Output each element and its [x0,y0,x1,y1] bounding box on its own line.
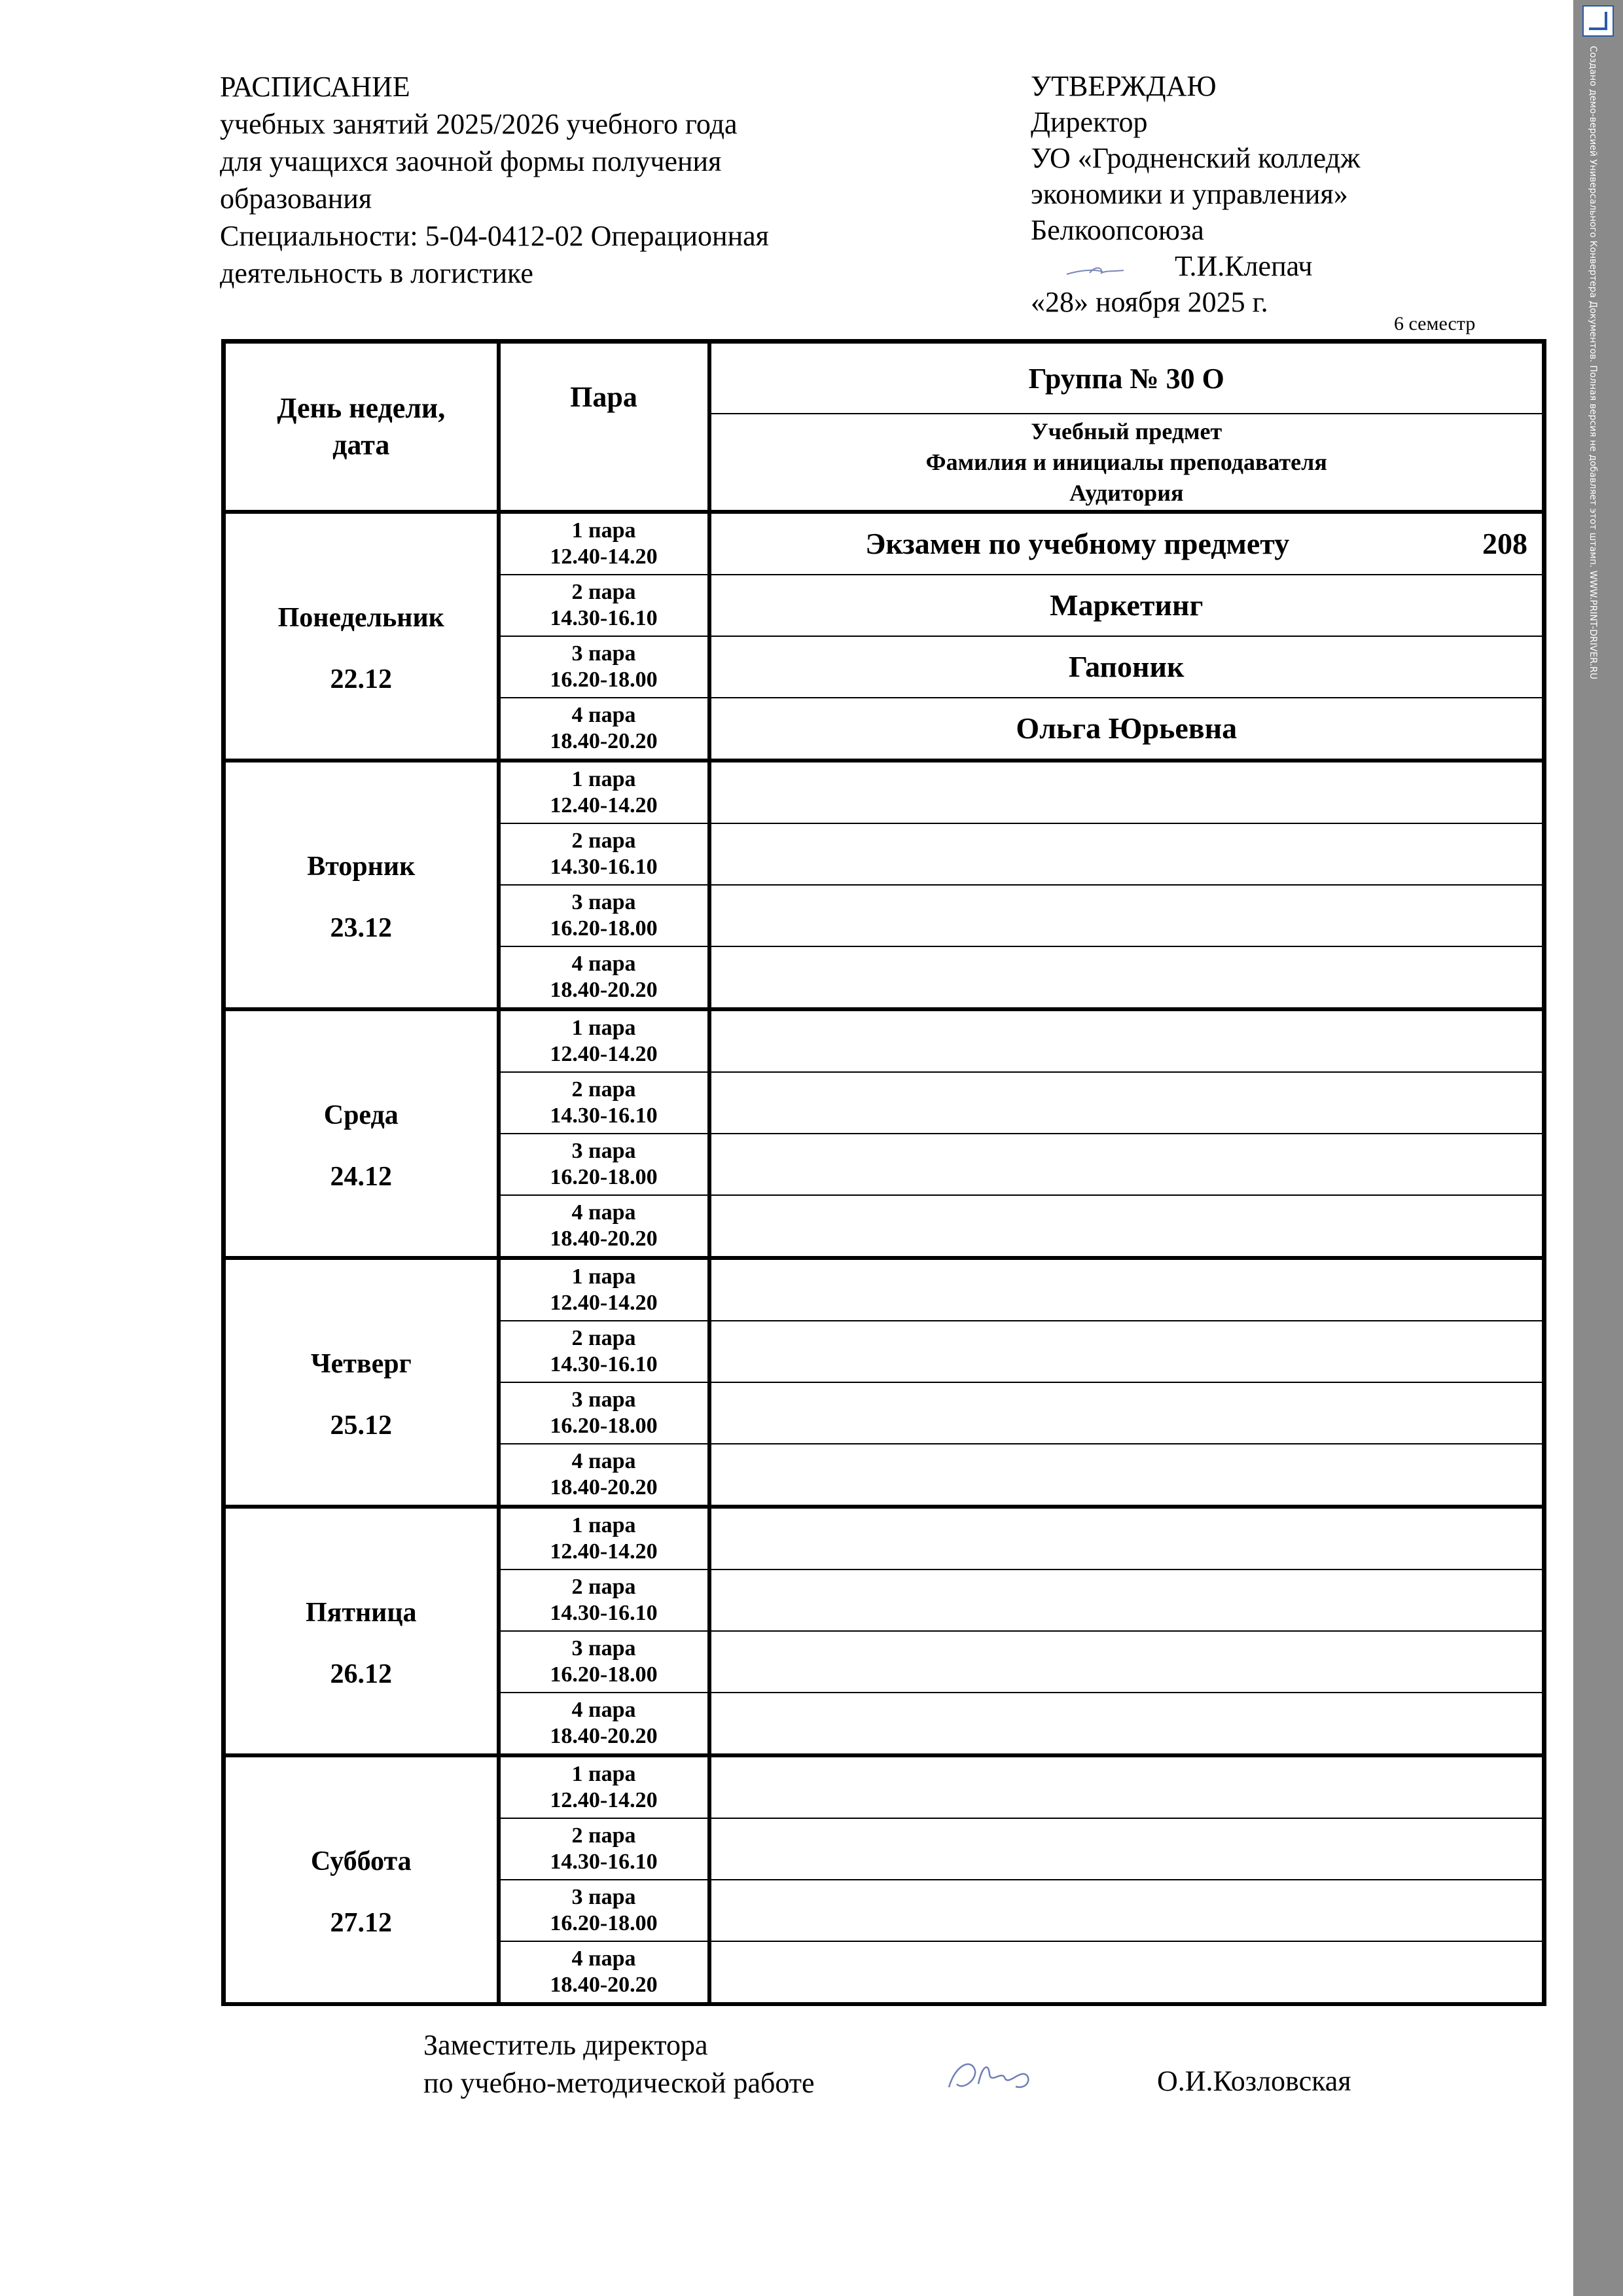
table-row [224,761,1544,823]
table-row [224,1507,1544,1570]
para-number: 3 пара [571,890,636,914]
para-time: 12.40-14.20 [550,1539,658,1564]
day-name: Вторник [224,823,499,885]
para-time: 14.30-16.10 [550,855,658,879]
para-number: 3 пара [571,641,636,666]
day-name: Суббота [224,1818,499,1880]
demo-watermark-text: Создано демо-версией Универсального Конвертера Документов. Полная версия не добавляет этот штамп. WWW.PRINT-DRIVER.RU [1588,46,1598,679]
table-row [224,1382,1544,1444]
subject-cell [709,1507,1544,1570]
day-date: 27.12 [224,1880,499,1941]
subject-text-wrap [711,1073,1543,1133]
para-cell [499,1880,709,1941]
para-number: 4 пара [571,1200,636,1225]
para-time: 18.40-20.20 [550,978,658,1002]
subject-text-wrap [711,1444,1543,1505]
subject-text-wrap [711,1260,1543,1320]
para-cell [499,1570,709,1631]
subject-text-wrap [711,1570,1543,1630]
para-time: 14.30-16.10 [550,1601,658,1625]
subject-cell [709,885,1544,946]
para-cell [499,636,709,698]
subject-header-line-2: Фамилия и инициалы преподавателя [925,448,1327,475]
table-row [224,1941,1544,2004]
para-time: 18.40-20.20 [550,1475,658,1499]
subject-text: Маркетинг [1050,588,1204,622]
para-number: 1 пара [571,1513,636,1537]
table-row [224,823,1544,885]
para-number: 2 пара [571,1326,636,1350]
para-number: 3 пара [571,1388,636,1412]
subject-cell [709,1755,1544,1818]
table-row [224,1134,1544,1195]
subject-header-line-3: Аудитория [1069,479,1184,506]
table-row [224,1631,1544,1693]
day-cell-empty [224,946,499,1009]
para-time: 18.40-20.20 [550,1227,658,1251]
para-number: 3 пара [571,1885,636,1909]
para-cell [499,512,709,575]
day-date: 26.12 [224,1631,499,1693]
footer-position-line-1: Заместитель директора [423,2029,708,2061]
para-number: 3 пара [571,1636,636,1660]
para-number: 1 пара [571,1762,636,1786]
day-date: 24.12 [224,1134,499,1195]
para-cell [499,823,709,885]
para-time: 12.40-14.20 [550,793,658,817]
approval-signer: Т.И.Клепач [1175,250,1313,282]
table-row [224,1693,1544,1755]
subject-cell [709,575,1544,636]
para-cell [499,698,709,761]
para-cell [499,1941,709,2004]
day-date: 22.12 [224,636,499,698]
deputy-signature [942,2051,1047,2097]
footer-signature-block [423,2026,815,2102]
para-time: 16.20-18.00 [550,1165,658,1189]
subject-text-wrap [711,762,1543,823]
day-cell-empty [224,1755,499,1818]
para-time: 16.20-18.00 [550,1414,658,1438]
table-row [224,1818,1544,1880]
subject-cell [709,1258,1544,1321]
subject-header-line-1: Учебный предмет [1031,418,1222,444]
para-cell [499,1507,709,1570]
para-time: 12.40-14.20 [550,545,658,569]
subject-cell [709,1134,1544,1195]
day-cell-empty [224,1195,499,1258]
schedule-table [221,339,1546,2006]
para-time: 16.20-18.00 [550,916,658,941]
table-row [224,885,1544,946]
subject-cell [709,823,1544,885]
subject-cell [709,1818,1544,1880]
subject-text-wrap [711,1134,1543,1194]
subject-text-wrap [711,1632,1543,1692]
subject-text-wrap [711,1757,1543,1818]
subject-text-wrap [711,514,1543,574]
para-cell [499,1258,709,1321]
specialty-line-1: Специальности: 5-04-0412-02 Операционная [220,220,769,252]
para-cell [499,1321,709,1382]
para-cell [499,761,709,823]
subject-cell [709,636,1544,698]
subject-cell [709,1444,1544,1507]
para-cell [499,885,709,946]
para-time: 18.40-20.20 [550,1724,658,1748]
day-name: Четверг [224,1321,499,1382]
table-row [224,1755,1544,1818]
approval-block [1031,68,1489,320]
approval-org-2: экономики и управления» [1031,178,1348,210]
subject-text-wrap [711,1383,1543,1443]
subject-text-wrap [711,1509,1543,1569]
footer-signer: О.И.Козловская [1157,2065,1351,2097]
day-name: Пятница [224,1570,499,1631]
para-cell [499,1818,709,1880]
para-time: 16.20-18.00 [550,668,658,692]
para-cell [499,1009,709,1072]
subject-text-wrap [711,1196,1543,1256]
day-cell-empty [224,1941,499,2004]
para-number: 4 пара [571,1449,636,1473]
table-row [224,1258,1544,1321]
para-time: 14.30-16.10 [550,1352,658,1376]
converter-logo-icon [1582,5,1614,37]
day-name: Среда [224,1072,499,1134]
subject-cell [709,1941,1544,2004]
subject-text: Гапоник [1068,650,1185,683]
subject-text: Экзамен по учебному предмету [865,527,1290,560]
para-cell [499,1693,709,1755]
subject-text-wrap [711,824,1543,884]
footer-position-line-2: по учебно-методической работе [423,2067,815,2099]
subject-cell [709,946,1544,1009]
subject-cell [709,761,1544,823]
para-number: 4 пара [571,1946,636,1971]
table-row [224,946,1544,1009]
director-signature [1063,256,1129,282]
day-cell-empty [224,698,499,761]
subject-cell [709,512,1544,575]
para-time: 14.30-16.10 [550,1850,658,1874]
para-number: 2 пара [571,1823,636,1848]
para-time: 16.20-18.00 [550,1911,658,1935]
group-header: Группа № 30 О [709,342,1544,414]
para-cell [499,1382,709,1444]
subject-text-wrap [711,1942,1543,2002]
table-row [224,1444,1544,1507]
day-cell-empty [224,1009,499,1072]
day-date: 25.12 [224,1382,499,1444]
subject-text-wrap [711,1693,1543,1753]
day-cell-empty [224,761,499,823]
para-number: 1 пара [571,1265,636,1289]
para-cell [499,1444,709,1507]
day-cell-empty [224,1693,499,1755]
para-number: 2 пара [571,580,636,604]
subject-text-wrap [711,1011,1543,1071]
title-line-1: РАСПИСАНИЕ [220,71,410,103]
approval-signature-line [1031,248,1489,284]
table-row [224,698,1544,761]
para-time: 14.30-16.10 [550,606,658,630]
subject-text-wrap [711,575,1543,636]
para-time: 12.40-14.20 [550,1291,658,1315]
column-header-para: Пара [499,342,709,512]
approval-org-3: Белкоопсоюза [1031,214,1204,246]
day-cell-empty [224,1507,499,1570]
subject-text: Ольга Юрьевна [1016,711,1238,745]
table-row [224,1321,1544,1382]
day-name: Понедельник [224,575,499,636]
para-number: 4 пара [571,952,636,976]
approval-position: Директор [1031,106,1148,138]
subject-cell [709,1693,1544,1755]
title-line-2: учебных занятий 2025/2026 учебного года [220,108,738,140]
room-number: 208 [1482,527,1527,560]
subject-cell [709,1321,1544,1382]
column-header-day-line-1: День недели, [277,392,446,424]
para-cell [499,1134,709,1195]
para-time: 18.40-20.20 [550,1973,658,1997]
para-time: 12.40-14.20 [550,1042,658,1066]
column-header-day-line-2: дата [332,429,390,461]
para-number: 4 пара [571,1698,636,1722]
table-row [224,1880,1544,1941]
para-cell [499,1072,709,1134]
subject-cell [709,1195,1544,1258]
para-time: 12.40-14.20 [550,1788,658,1812]
para-number: 1 пара [571,1016,636,1040]
para-time: 18.40-20.20 [550,729,658,753]
para-cell [499,575,709,636]
para-number: 1 пара [571,767,636,791]
title-line-3: для учащихся заочной формы получения [220,145,722,177]
para-number: 2 пара [571,829,636,853]
subject-cell [709,1880,1544,1941]
table-row [224,1195,1544,1258]
subject-header [709,414,1544,512]
approval-date: «28» ноября 2025 г. [1031,286,1268,318]
subject-cell [709,1009,1544,1072]
semester-label: 6 семестр [1394,313,1476,334]
day-cell-empty [224,512,499,575]
approval-title: УТВЕРЖДАЮ [1031,70,1217,102]
day-date: 23.12 [224,885,499,946]
subject-cell [709,1570,1544,1631]
para-cell [499,946,709,1009]
subject-cell [709,1631,1544,1693]
day-cell-empty [224,1258,499,1321]
para-time: 14.30-16.10 [550,1103,658,1128]
subject-text-wrap [711,886,1543,946]
para-time: 16.20-18.00 [550,1662,658,1687]
day-cell-empty [224,1444,499,1507]
table-row [224,1009,1544,1072]
para-number: 4 пара [571,703,636,727]
para-number: 2 пара [571,1077,636,1102]
subject-cell [709,1072,1544,1134]
table-row [224,1570,1544,1631]
demo-watermark-strip [1573,0,1623,2296]
subject-cell [709,1382,1544,1444]
subject-text-wrap [711,1880,1543,1941]
subject-text-wrap [711,1321,1543,1382]
schedule-title-block [220,68,907,292]
approval-org-1: УО «Гродненский колледж [1031,142,1361,174]
subject-text-wrap [711,698,1543,759]
table-row [224,1072,1544,1134]
para-cell [499,1755,709,1818]
subject-text-wrap [711,1819,1543,1879]
subject-text-wrap [711,947,1543,1007]
table-row [224,575,1544,636]
para-cell [499,1195,709,1258]
column-header-day [224,342,499,512]
title-line-4: образования [220,183,372,215]
para-number: 3 пара [571,1139,636,1163]
table-row [224,636,1544,698]
table-row [224,512,1544,575]
subject-text-wrap [711,637,1543,697]
subject-cell [709,698,1544,761]
para-cell [499,1631,709,1693]
para-number: 1 пара [571,518,636,543]
para-number: 2 пара [571,1575,636,1599]
specialty-line-2: деятельность в логистике [220,257,533,289]
